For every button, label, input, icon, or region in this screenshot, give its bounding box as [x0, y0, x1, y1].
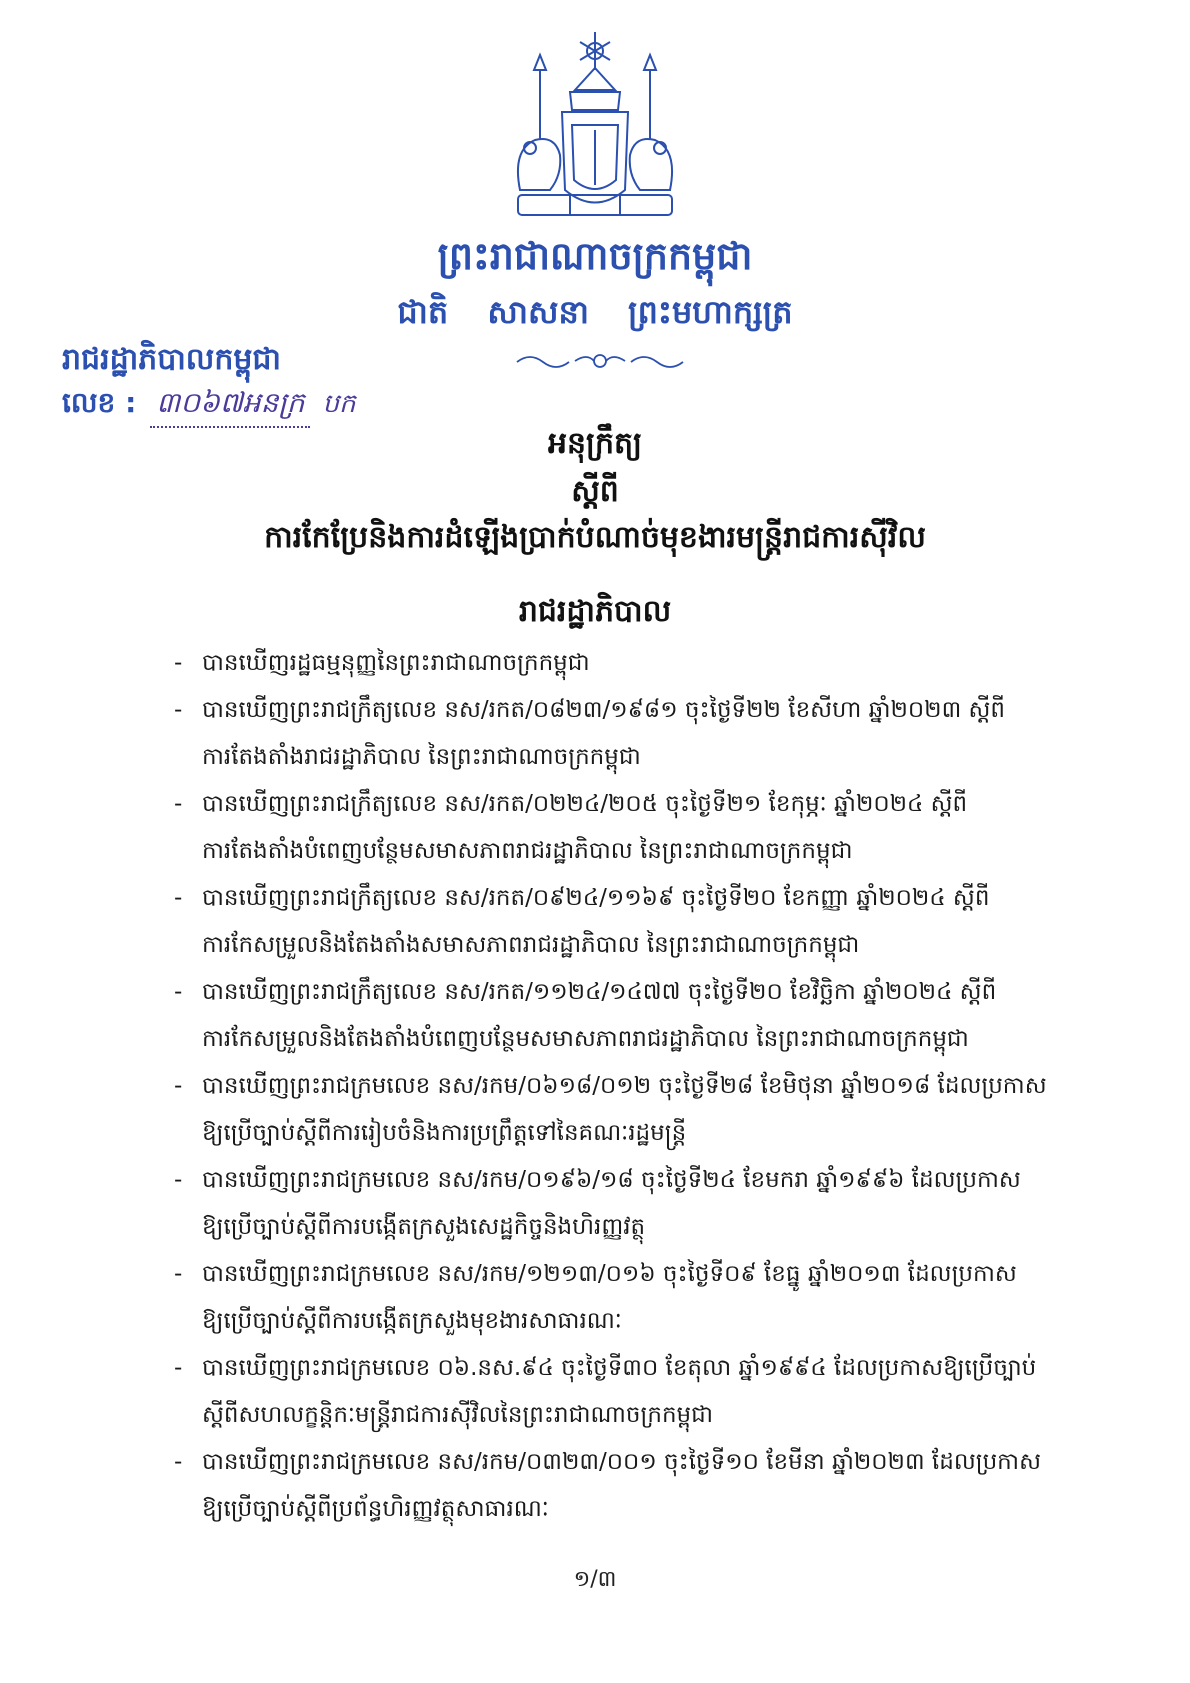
bullet-dash: - [174, 1355, 183, 1381]
visa-line-2: ការកែសម្រួលនិងតែងតាំងសមាសភាពរាជរដ្ឋាភិបាល នៃព្រះរាជាណាចក្រកម្ពុជា [202, 932, 860, 958]
bullet-dash: - [174, 979, 183, 1005]
visa-line-1: បានឃើញព្រះរាជក្រមលេខ នស/រកម/០៦១៨/០១២ ចុះថ្ងៃទី២៨ ខែមិថុនា ឆ្នាំ២០១៨ ដែលប្រកាស [202, 1073, 1047, 1099]
visa-line-1: បានឃើញព្រះរាជក្រឹត្យលេខ នស/រកត/០៨២៣/១៩៨១ ចុះថ្ងៃទី២២ ខែសីហា ឆ្នាំ២០២៣ ស្តីពី [202, 697, 1006, 723]
list-item [170, 687, 1070, 781]
bullet-dash: - [174, 885, 183, 911]
page-number: ១/៣ [573, 1567, 617, 1592]
document-number-value: ៣០៦៧អនក្រ [150, 385, 310, 428]
visa-line-1: បានឃើញព្រះរាជក្រមលេខ នស/រកម/០៣២៣/០០១ ចុះថ្ងៃទី១០ ខែមីនា ឆ្នាំ២០២៣ ដែលប្រកាស [202, 1449, 1041, 1475]
visa-line-2: ឱ្យប្រើច្បាប់ស្តីពីការបង្កើតក្រសួងមុខងារសាធារណៈ [202, 1308, 622, 1334]
decorative-divider-icon [515, 350, 685, 372]
national-motto: ជាតិ សាសនា ព្រះមហាក្សត្រ [397, 293, 793, 331]
visa-line-2: ស្តីពីសហលក្ខន្តិកៈមន្ត្រីរាជការស៊ីវិលនៃព្រះរាជាណាចក្រកម្ពុជា [202, 1402, 714, 1428]
visa-line-1: បានឃើញព្រះរាជក្រឹត្យលេខ នស/រកត/០២២៤/២០៥ ចុះថ្ងៃទី២១ ខែកុម្ភៈ ឆ្នាំ២០២៤ ស្តីពី [202, 791, 968, 817]
issuing-government: រាជរដ្ឋាភិបាលកម្ពុជា [62, 342, 281, 377]
list-item [170, 1345, 1070, 1439]
list-item [170, 781, 1070, 875]
list-item [170, 969, 1070, 1063]
document-number [62, 385, 355, 428]
bullet-dash: - [174, 650, 183, 676]
list-item [170, 640, 1070, 687]
visa-line-2: ឱ្យប្រើច្បាប់ស្តីពីប្រព័ន្ធហិរញ្ញវត្ថុសាធារណៈ [202, 1496, 549, 1522]
visa-line-2: ឱ្យប្រើច្បាប់ស្តីពីការរៀបចំនិងការប្រព្រឹត្តទៅនៃគណៈរដ្ឋមន្ត្រី [202, 1120, 687, 1146]
visa-line-1: បានឃើញរដ្ឋធម្មនុញ្ញនៃព្រះរាជាណាចក្រកម្ពុជា [202, 650, 590, 676]
list-item [170, 1157, 1070, 1251]
kingdom-title: ព្រះរាជាណាចក្រកម្ពុជា [437, 234, 753, 278]
royal-coat-of-arms-icon [500, 30, 690, 230]
bullet-dash: - [174, 697, 183, 723]
bullet-dash: - [174, 1449, 183, 1475]
bullet-dash: - [174, 791, 183, 817]
visa-line-1: បានឃើញព្រះរាជក្រមលេខ នស/រកម/០១៩៦/១៨ ចុះថ្ងៃទី២៤ ខែមករា ឆ្នាំ១៩៩៦ ដែលប្រកាស [202, 1167, 1021, 1193]
list-item [170, 1251, 1070, 1345]
visa-line-1: បានឃើញព្រះរាជក្រមលេខ ០៦.នស.៩៤ ចុះថ្ងៃទី៣០ ខែតុលា ឆ្នាំ១៩៩៤ ដែលប្រកាសឱ្យប្រើច្បាប់ [202, 1355, 1037, 1381]
authority-heading: រាជរដ្ឋាភិបាល [518, 594, 672, 629]
visa-line-1: បានឃើញព្រះរាជក្រមលេខ នស/រកម/១២១៣/០១៦ ចុះថ្ងៃទី០៩ ខែធ្នូ ឆ្នាំ២០១៣ ដែលប្រកាស [202, 1261, 1017, 1287]
visa-line-2: ការតែងតាំងបំពេញបន្ថែមសមាសភាពរាជរដ្ឋាភិបាល នៃព្រះរាជាណាចក្រកម្ពុជា [202, 838, 853, 864]
list-item [170, 875, 1070, 969]
visa-line-2: ការតែងតាំងរាជរដ្ឋាភិបាល នៃព្រះរាជាណាចក្រកម្ពុជា [202, 744, 641, 770]
visa-line-1: បានឃើញព្រះរាជក្រឹត្យលេខ នស/រកត/១១២៤/១៤៧៧ ចុះថ្ងៃទី២០ ខែវិច្ឆិកា ឆ្នាំ២០២៤ ស្តីពី [202, 979, 997, 1005]
about-heading: ស្តីពី [571, 474, 619, 509]
list-item [170, 1439, 1070, 1533]
document-type-heading: អនុក្រឹត្យ [547, 426, 643, 461]
list-item [170, 1063, 1070, 1157]
visa-list [170, 640, 1070, 1533]
visa-line-2: ការកែសម្រួលនិងតែងតាំងបំពេញបន្ថែមសមាសភាពរាជរដ្ឋាភិបាល នៃព្រះរាជាណាចក្រកម្ពុជា [202, 1026, 969, 1052]
bullet-dash: - [174, 1261, 183, 1287]
bullet-dash: - [174, 1073, 183, 1099]
subject-heading: ការកែប្រែនិងការដំឡើងប្រាក់បំណាច់មុខងារមន្ត្រីរាជការស៊ីវិល [264, 520, 926, 555]
document-number-label: លេខ : [62, 386, 137, 419]
handwritten-initials: បក [322, 389, 356, 419]
visa-line-2: ឱ្យប្រើច្បាប់ស្តីពីការបង្កើតក្រសួងសេដ្ឋកិច្ចនិងហិរញ្ញវត្ថុ [202, 1214, 646, 1240]
visa-line-1: បានឃើញព្រះរាជក្រឹត្យលេខ នស/រកត/០៩២៤/១១៦៩ ចុះថ្ងៃទី២០ ខែកញ្ញា ឆ្នាំ២០២៤ ស្តីពី [202, 885, 990, 911]
bullet-dash: - [174, 1167, 183, 1193]
